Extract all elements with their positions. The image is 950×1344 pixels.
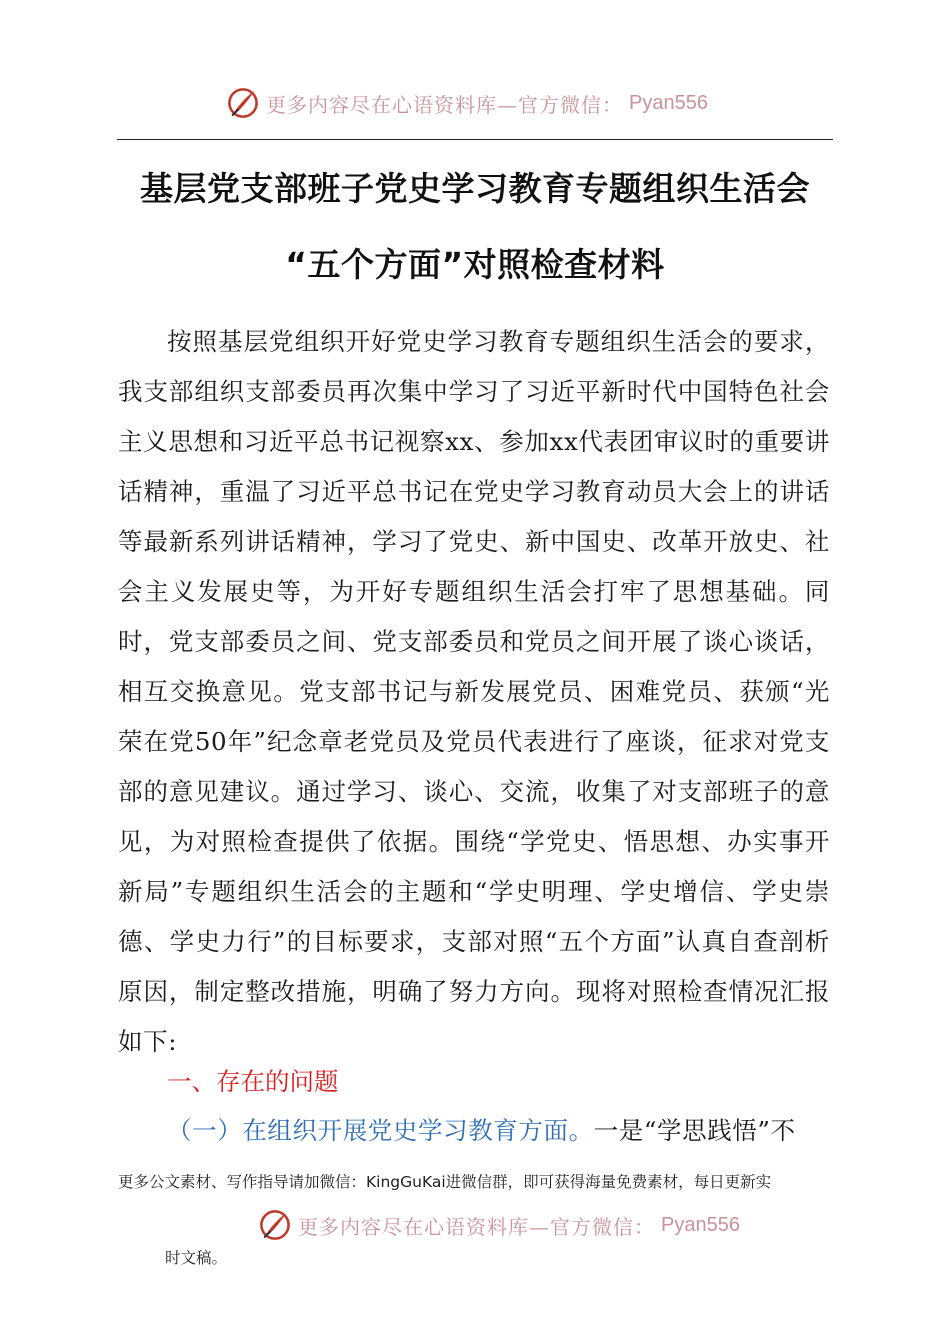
header-watermark [226, 86, 708, 120]
footer-note: 更多公文素材、写作指导请加微信：KingGuKai进微信群，即可获得海量免费素材，每日更新实 [118, 1173, 772, 1191]
quill-logo-icon [258, 1208, 292, 1242]
document-title-line-1: 基层党支部班子党史学习教育专题组织生活会 [140, 169, 810, 208]
section-heading: 一、存在的问题 [167, 1067, 339, 1096]
subsection-line [167, 1112, 830, 1147]
watermark-wechat-id: Pyan556 [629, 91, 708, 114]
quill-logo-icon [226, 86, 260, 120]
header-divider [117, 139, 833, 140]
watermark-text: 更多内容尽在心语资料库—官方微信： [266, 92, 623, 117]
footer-watermark [258, 1208, 740, 1242]
intro-paragraph: 按照基层党组织开好党史学习教育专题组织生活会的要求，我支部组织支部委员再次集中学习了习近平新时代中国特色社会主义思想和习近平总书记视察xx、参加xx代表团审议时的重要讲话精神，重温了习近平总书记在党史学习教育动员大会上的讲话等最新系列讲话精神，学习了党史、新中国史、改革开放史、社会主义发展史等，为开好专题组织生活会打牢了思想基础。同时，党支部委员之间、党支部委员和党员之间开展了谈心谈话，相互交换意见。党支部书记与新发展党员、困难党员、获颁“光荣在党50年”纪念章老党员及党员代表进行了座谈，征求对党支部的意见建议。通过学习、谈心、交流，收集了对支部班子的意见，为对照检查提供了依据。围绕“学党史、悟思想、办实事开新局”专题组织生活会的主题和“学史明理、学史增信、学史崇德、学史力行”的目标要求，支部对照“五个方面”认真自查剖析原因，制定整改措施，明确了努力方向。现将对照检查情况汇报如下: [118, 327, 830, 1056]
subsection-text: 一是“学思践悟”不 [593, 1116, 796, 1145]
subsection-heading: （一）在组织开展党史学习教育方面。 [167, 1116, 594, 1145]
watermark-text: 更多内容尽在心语资料库—官方微信： [298, 1214, 655, 1239]
footer-note-tail: 时文稿。 [165, 1249, 228, 1267]
watermark-wechat-id: Pyan556 [661, 1213, 740, 1236]
document-title-line-2: “五个方面”对照检查材料 [285, 245, 665, 284]
